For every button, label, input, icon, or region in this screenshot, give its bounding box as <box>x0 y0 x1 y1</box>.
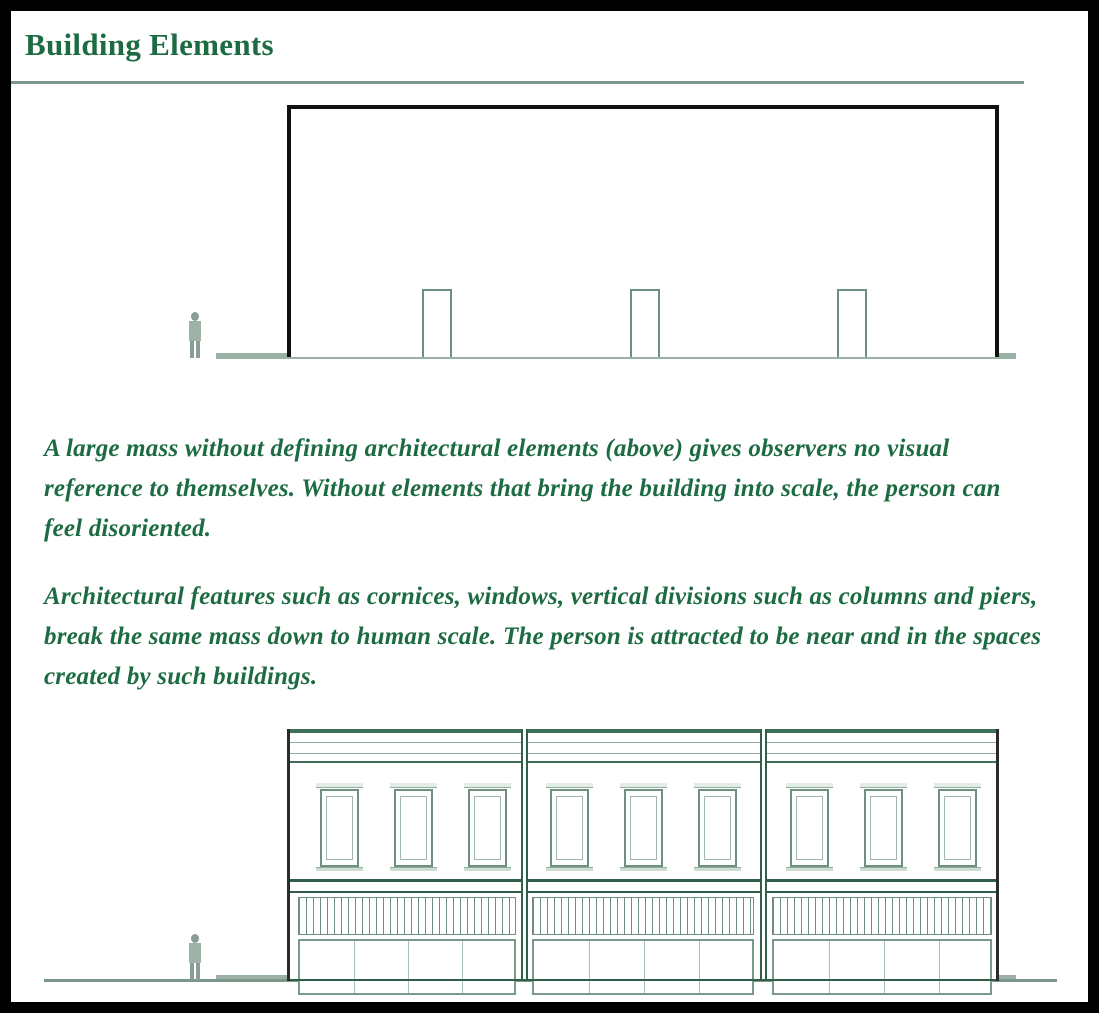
window-head <box>934 783 981 788</box>
storefront-mullion <box>884 941 885 993</box>
person-body-icon <box>189 943 201 963</box>
cornice-molding-line <box>290 753 996 754</box>
paragraph-architectural-features: Architectural features such as cornices, windows, vertical divisions such as columns and piers, break the same mass down to human scale. The person is attracted to be near and in the spaces created by such buildings. <box>44 583 1042 690</box>
storefront-glazing <box>298 939 516 995</box>
person-leg-icon <box>196 341 200 358</box>
person-head-icon <box>191 312 199 321</box>
figure-articulated-facade <box>11 711 1088 1001</box>
upper-window <box>624 789 663 867</box>
upper-window <box>468 789 507 867</box>
window-head <box>390 783 437 788</box>
belt-course <box>290 879 996 893</box>
window-head <box>546 783 593 788</box>
storefront-mullion <box>939 941 940 993</box>
person-leg-icon <box>196 963 200 980</box>
storefront-awning <box>298 897 516 935</box>
storefront-mullion <box>408 941 409 993</box>
facade-base-line <box>290 979 996 981</box>
storefront-mullion <box>354 941 355 993</box>
person-scale-figure <box>187 934 203 980</box>
window-sill <box>390 867 437 871</box>
person-leg-icon <box>190 341 194 358</box>
storefront-mullion <box>644 941 645 993</box>
person-scale-figure <box>187 312 203 358</box>
storefront-glazing <box>532 939 754 995</box>
upper-window <box>550 789 589 867</box>
upper-window <box>864 789 903 867</box>
window-sill <box>316 867 363 871</box>
storefront-awning <box>772 897 992 935</box>
window-sill <box>620 867 667 871</box>
paragraph-scale-disorientation: A large mass without defining architectural elements (above) gives observers no visual reference to themselves. Without elements that bring the building into scale, the person can feel disoriented. <box>44 435 1001 542</box>
upper-window <box>790 789 829 867</box>
ground-line <box>11 81 1024 84</box>
upper-window <box>320 789 359 867</box>
upper-window <box>394 789 433 867</box>
storefront-mullion <box>589 941 590 993</box>
person-leg-icon <box>190 963 194 980</box>
window-head <box>316 783 363 788</box>
cornice-molding-line <box>290 742 996 743</box>
window-head <box>464 783 511 788</box>
window-sill <box>860 867 907 871</box>
slide-canvas <box>11 11 1088 1002</box>
window-sill <box>464 867 511 871</box>
window-sill <box>786 867 833 871</box>
window-sill <box>934 867 981 871</box>
storefront-awning <box>532 897 754 935</box>
window-sill <box>546 867 593 871</box>
page-title: Building Elements <box>25 27 274 62</box>
vertical-pier <box>760 729 767 981</box>
vertical-pier <box>521 729 528 981</box>
storefront-mullion <box>829 941 830 993</box>
articulated-building-facade <box>287 729 999 981</box>
window-head <box>786 783 833 788</box>
window-head <box>860 783 907 788</box>
upper-window <box>938 789 977 867</box>
cornice-band <box>290 729 996 763</box>
storefront-mullion <box>462 941 463 993</box>
door-opening <box>422 289 452 357</box>
blank-building-mass <box>287 105 999 357</box>
storefront-mullion <box>699 941 700 993</box>
upper-window <box>698 789 737 867</box>
door-opening <box>630 289 660 357</box>
storefront-glazing <box>772 939 992 995</box>
figure-undifferentiated-mass <box>11 81 1088 381</box>
person-head-icon <box>191 934 199 943</box>
person-body-icon <box>189 321 201 341</box>
window-head <box>620 783 667 788</box>
window-sill <box>694 867 741 871</box>
door-opening <box>837 289 867 357</box>
window-head <box>694 783 741 788</box>
